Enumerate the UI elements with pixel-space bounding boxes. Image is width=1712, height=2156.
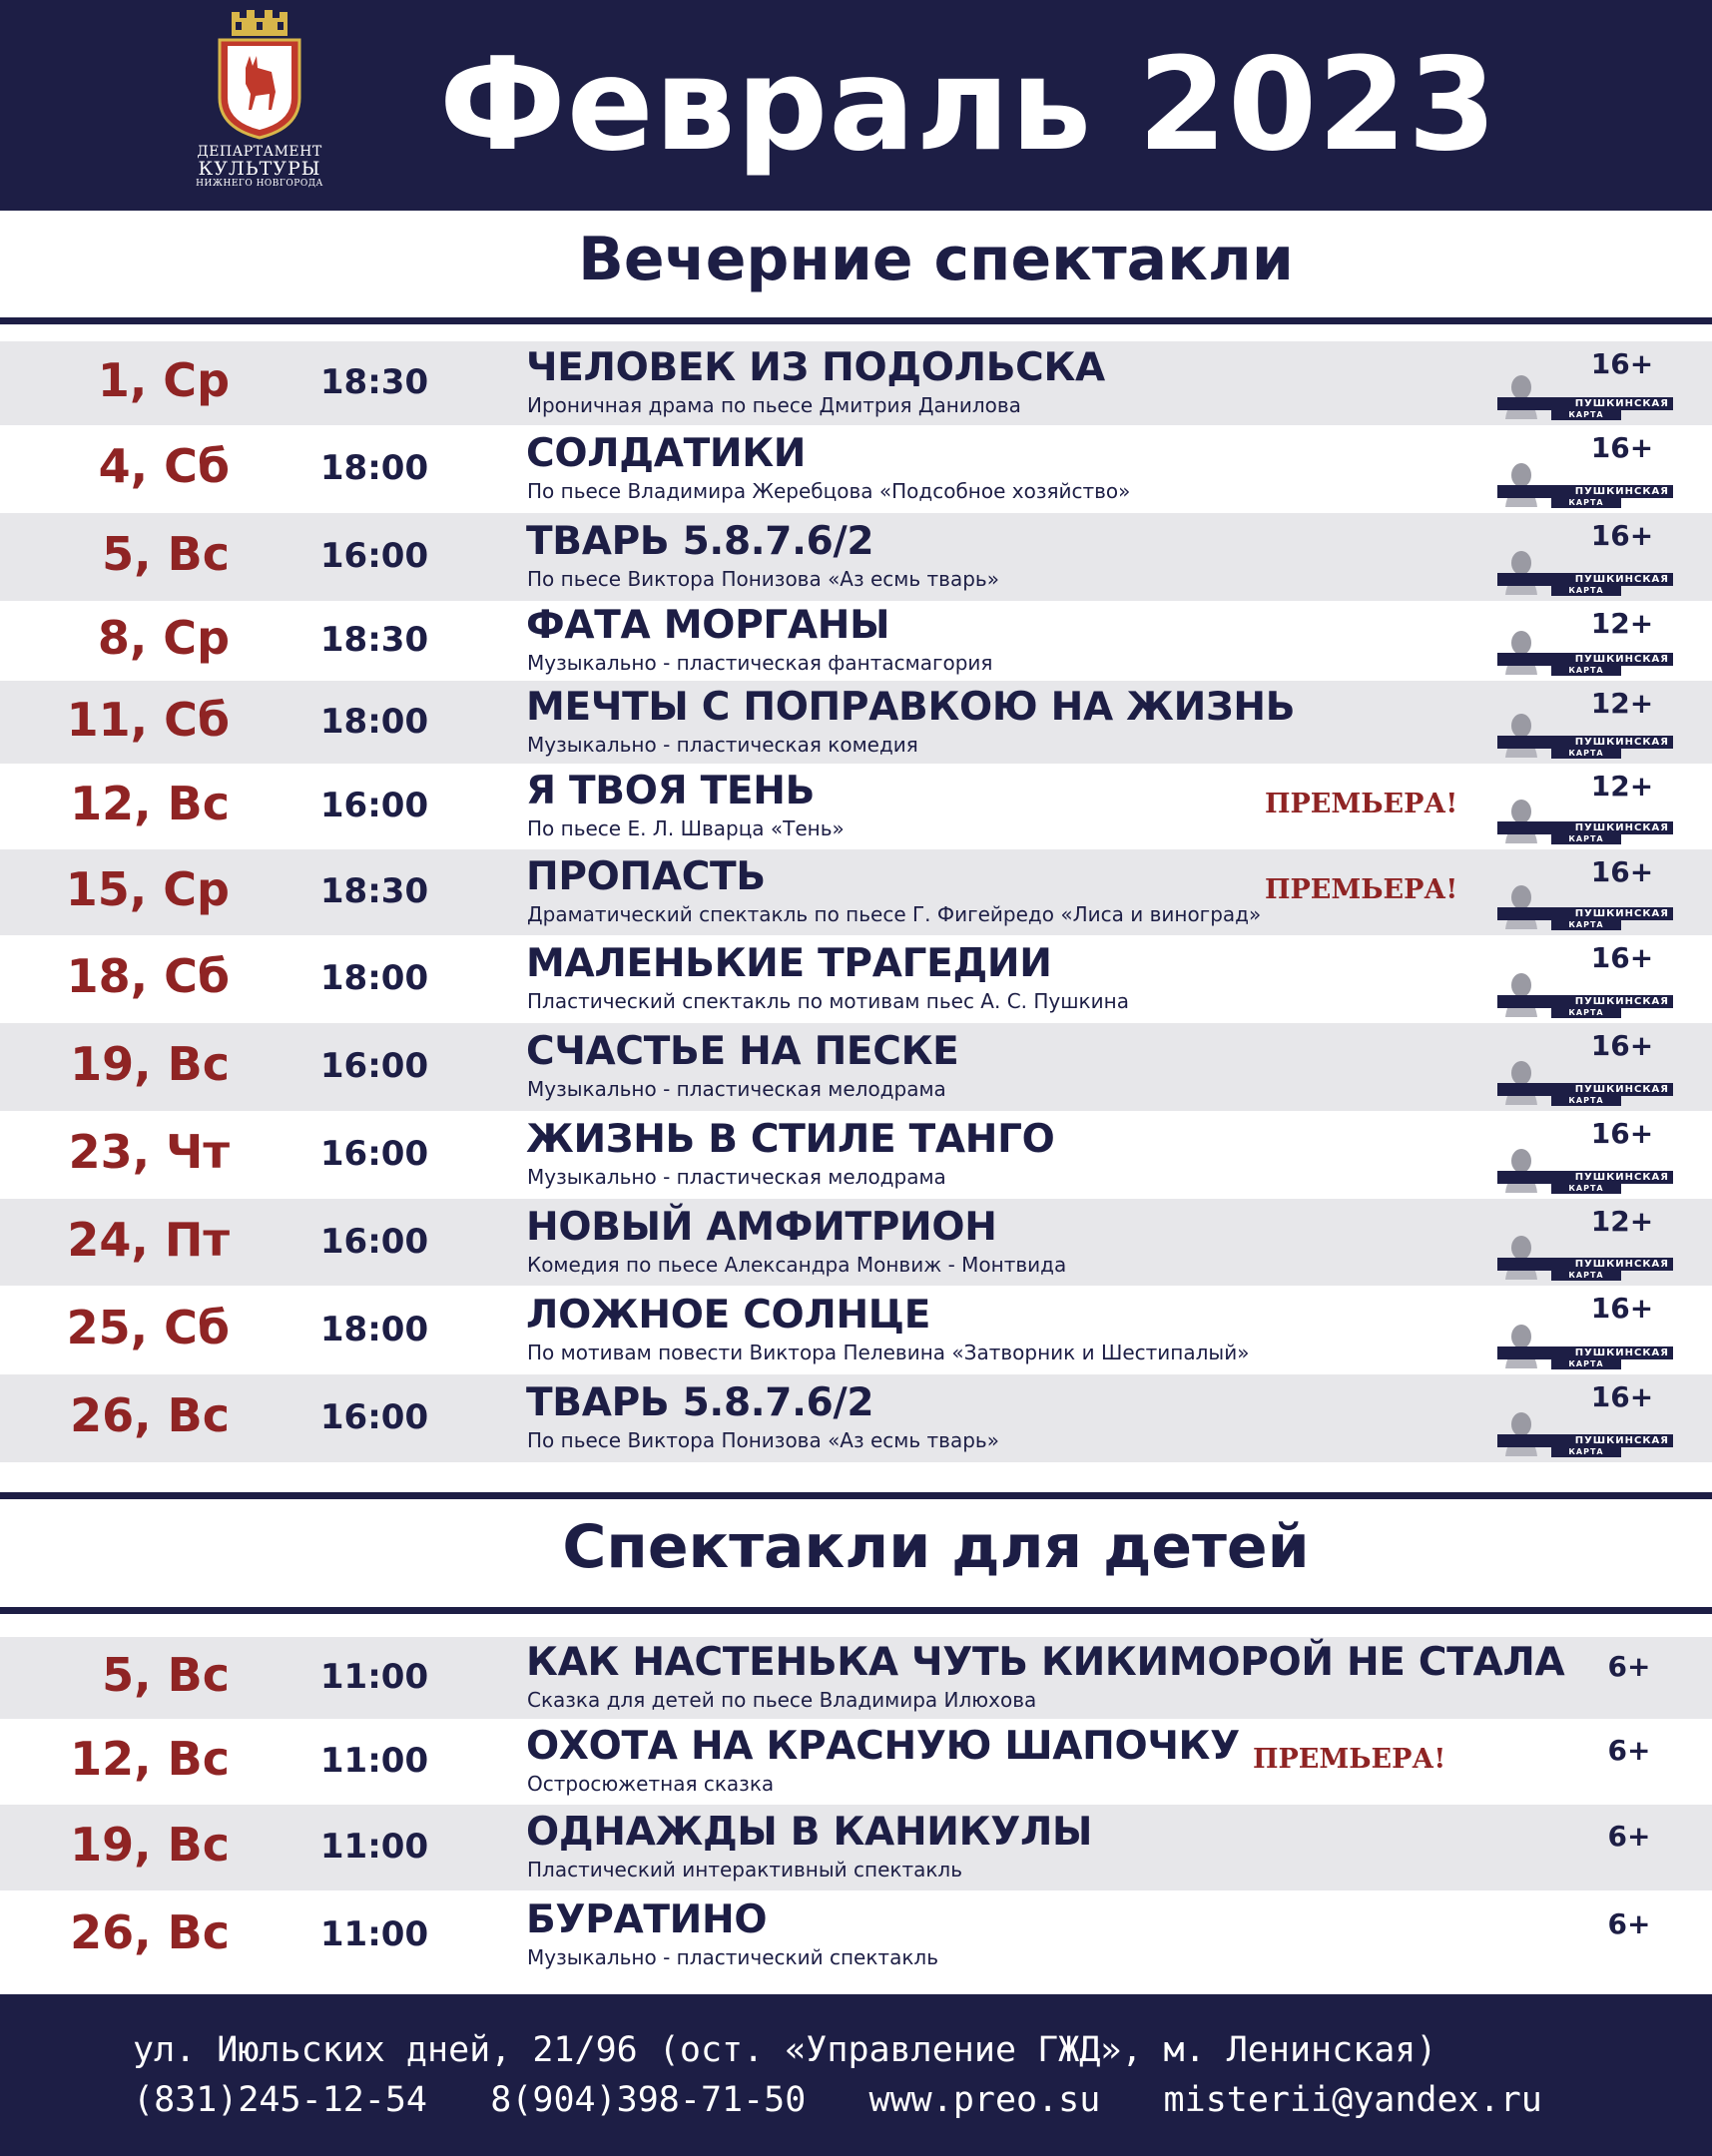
schedule-row[interactable] [0, 935, 1712, 1023]
footer-address: ул. Июльских дней, 21/96 (ост. «Управление ГЖД», м. Ленинская) [133, 2030, 1437, 2070]
pushkin-card-badge [1495, 457, 1675, 509]
performance-title: Я ТВОЯ ТЕНЬ [526, 769, 816, 813]
performance-title: ЖИЗНЬ В СТИЛЕ ТАНГО [526, 1117, 1055, 1162]
date-label: 19, Вс [70, 1037, 230, 1091]
pushkin-card-sublabel: КАРТА [1551, 410, 1621, 420]
time-label: 18:30 [319, 871, 429, 911]
pushkin-card-label: ПУШКИНСКАЯ [1497, 1258, 1673, 1271]
performance-subtitle: По мотивам повести Виктора Пелевина «Затворник и Шестипалый» [527, 1340, 1250, 1364]
pushkin-card-label: ПУШКИНСКАЯ [1497, 736, 1673, 749]
pushkin-bust-icon [1501, 373, 1541, 419]
performance-subtitle: Пластический спектакль по мотивам пьес А. С. Пушкина [527, 989, 1129, 1013]
age-rating: 16+ [1590, 1380, 1654, 1413]
pushkin-card-badge [1495, 967, 1675, 1019]
schedule-row[interactable] [0, 1890, 1712, 1980]
time-label: 16:00 [319, 1046, 429, 1086]
performance-title: МЕЧТЫ С ПОПРАВКОЮ НА ЖИЗНЬ [526, 684, 1296, 730]
age-rating: 6+ [1607, 1820, 1651, 1853]
age-rating: 12+ [1590, 607, 1654, 640]
performance-subtitle: По пьесе Виктора Понизова «Аз есмь тварь» [527, 567, 999, 591]
performance-subtitle: По пьесе Владимира Жеребцова «Подсобное хозяйство» [527, 479, 1131, 503]
evening-divider [0, 317, 1712, 324]
age-rating: 6+ [1607, 1650, 1651, 1683]
performance-subtitle: Сказка для детей по пьесе Владимира Илюхова [527, 1688, 1037, 1712]
time-label: 16:00 [319, 1397, 429, 1437]
pushkin-card-sublabel: КАРТА [1551, 1184, 1621, 1194]
pushkin-card-sublabel: КАРТА [1551, 1359, 1621, 1369]
performance-title: СОЛДАТИКИ [526, 431, 807, 476]
pushkin-card-label: ПУШКИНСКАЯ [1497, 573, 1673, 586]
schedule-row[interactable] [0, 1719, 1712, 1805]
pushkin-card-badge [1495, 1406, 1675, 1458]
email-link[interactable]: misterii@yandex.ru [1163, 2080, 1542, 2120]
age-rating: 6+ [1607, 1907, 1651, 1940]
pushkin-bust-icon [1501, 549, 1541, 595]
pushkin-bust-icon [1501, 1147, 1541, 1193]
pushkin-bust-icon [1501, 712, 1541, 758]
schedule-row[interactable] [0, 601, 1712, 681]
date-label: 26, Вс [70, 1388, 230, 1442]
section-divider [0, 1492, 1712, 1499]
performance-title: КАК НАСТЕНЬКА ЧУТЬ КИКИМОРОЙ НЕ СТАЛА [526, 1640, 1565, 1685]
date-label: 23, Чт [68, 1125, 230, 1179]
pushkin-card-label: ПУШКИНСКАЯ [1497, 821, 1673, 834]
time-label: 11:00 [319, 1741, 429, 1781]
performance-title: ЛОЖНОЕ СОЛНЦЕ [526, 1292, 931, 1338]
pushkin-card-label: ПУШКИНСКАЯ [1497, 1347, 1673, 1359]
pushkin-card-label: ПУШКИНСКАЯ [1497, 1171, 1673, 1184]
age-rating: 16+ [1590, 519, 1654, 552]
age-rating: 16+ [1590, 941, 1654, 974]
performance-subtitle: Музыкально - пластическая фантасмагория [527, 651, 993, 675]
children-section-heading [0, 1512, 1712, 1582]
schedule-row[interactable] [0, 764, 1712, 849]
age-rating: 16+ [1590, 347, 1654, 380]
pushkin-card-badge [1495, 625, 1675, 677]
schedule-row[interactable] [0, 425, 1712, 513]
pushkin-bust-icon [1501, 1323, 1541, 1368]
logo-line-3: НИЖНЕГО НОВГОРОДА [196, 178, 323, 189]
performance-subtitle: По пьесе Виктора Понизова «Аз есмь тварь» [527, 1428, 999, 1452]
performance-title: СЧАСТЬЕ НА ПЕСКЕ [526, 1029, 959, 1074]
schedule-row[interactable] [0, 1023, 1712, 1111]
age-rating: 16+ [1590, 1029, 1654, 1062]
age-rating: 12+ [1590, 687, 1654, 720]
pushkin-card-sublabel: КАРТА [1551, 920, 1621, 930]
date-label: 4, Сб [98, 439, 230, 493]
website-link[interactable]: www.preo.su [868, 2080, 1101, 2120]
age-rating: 12+ [1590, 770, 1654, 803]
performance-title: ФАТА МОРГАНЫ [526, 603, 890, 648]
performance-title: ЧЕЛОВЕК ИЗ ПОДОЛЬСКА [526, 345, 1105, 390]
pushkin-card-sublabel: КАРТА [1551, 666, 1621, 676]
pushkin-card-badge [1495, 369, 1675, 421]
date-label: 5, Вс [102, 527, 230, 581]
pushkin-bust-icon [1501, 1234, 1541, 1280]
footer-contacts-line [133, 2080, 1542, 2120]
premiere-badge: ПРЕМЬЕРА! [1265, 874, 1458, 905]
date-label: 26, Вс [70, 1905, 230, 1959]
schedule-row[interactable] [0, 513, 1712, 601]
pushkin-card-label: ПУШКИНСКАЯ [1497, 907, 1673, 920]
schedule-row[interactable] [0, 1637, 1712, 1719]
pushkin-card-badge [1495, 794, 1675, 845]
pushkin-card-label: ПУШКИНСКАЯ [1497, 653, 1673, 666]
premiere-badge: ПРЕМЬЕРА! [1265, 789, 1458, 819]
time-label: 11:00 [319, 1914, 429, 1954]
children-divider [0, 1607, 1712, 1614]
children-heading-text: Спектакли для детей [562, 1512, 1310, 1582]
performance-subtitle: Комедия по пьесе Александра Монвиж - Монтвида [527, 1252, 1067, 1277]
schedule-row[interactable] [0, 1111, 1712, 1199]
schedule-row[interactable] [0, 1374, 1712, 1462]
performance-title: ПРОПАСТЬ [526, 854, 766, 899]
phone-2[interactable]: 8(904)398-71-50 [490, 2080, 807, 2120]
pushkin-card-badge [1495, 708, 1675, 760]
pushkin-bust-icon [1501, 971, 1541, 1017]
performance-title: НОВЫЙ АМФИТРИОН [526, 1204, 997, 1250]
time-label: 16:00 [319, 536, 429, 576]
performance-title: БУРАТИНО [526, 1897, 768, 1942]
pushkin-card-sublabel: КАРТА [1551, 1008, 1621, 1018]
pushkin-card-badge [1495, 1055, 1675, 1107]
time-label: 18:00 [319, 448, 429, 488]
pushkin-card-badge [1495, 879, 1675, 931]
time-label: 11:00 [319, 1657, 429, 1697]
performance-title: ОХОТА НА КРАСНУЮ ШАПОЧКУ [526, 1724, 1240, 1769]
time-label: 11:00 [319, 1827, 429, 1867]
pushkin-card-sublabel: КАРТА [1551, 1271, 1621, 1281]
performance-subtitle: По пьесе Е. Л. Шварца «Тень» [527, 816, 845, 840]
time-label: 18:00 [319, 958, 429, 998]
evening-section-heading [0, 225, 1712, 294]
time-label: 18:30 [319, 620, 429, 660]
pushkin-bust-icon [1501, 1059, 1541, 1105]
time-label: 18:00 [319, 1309, 429, 1349]
premiere-badge: ПРЕМЬЕРА! [1253, 1744, 1446, 1775]
schedule-row[interactable] [0, 1805, 1712, 1890]
date-label: 15, Ср [65, 862, 230, 916]
age-rating: 16+ [1590, 1117, 1654, 1150]
date-label: 24, Пт [67, 1212, 230, 1267]
pushkin-card-sublabel: КАРТА [1551, 586, 1621, 596]
time-label: 16:00 [319, 786, 429, 825]
date-label: 11, Сб [66, 692, 230, 747]
performance-title: ТВАРЬ 5.8.7.6/2 [526, 1380, 874, 1425]
pushkin-card-label: ПУШКИНСКАЯ [1497, 397, 1673, 410]
date-label: 25, Сб [66, 1300, 230, 1354]
logo-line-2: КУЛЬТУРЫ [198, 157, 321, 180]
date-label: 5, Вс [102, 1648, 230, 1702]
date-label: 19, Вс [70, 1818, 230, 1872]
age-rating: 16+ [1590, 855, 1654, 888]
pushkin-bust-icon [1501, 883, 1541, 929]
schedule-row[interactable] [0, 341, 1712, 425]
pushkin-card-sublabel: КАРТА [1551, 834, 1621, 844]
pushkin-card-badge [1495, 1230, 1675, 1282]
performance-subtitle: Ироничная драма по пьесе Дмитрия Данилова [527, 393, 1021, 417]
date-label: 12, Вс [70, 1732, 230, 1786]
schedule-row[interactable] [0, 849, 1712, 935]
performance-subtitle: Музыкально - пластическая мелодрама [527, 1077, 946, 1101]
time-label: 16:00 [319, 1221, 429, 1262]
age-rating: 12+ [1590, 1205, 1654, 1238]
pushkin-bust-icon [1501, 798, 1541, 843]
schedule-row[interactable] [0, 1199, 1712, 1286]
pushkin-card-label: ПУШКИНСКАЯ [1497, 1434, 1673, 1447]
age-rating: 16+ [1590, 1292, 1654, 1325]
phone-1[interactable]: (831)245-12-54 [133, 2080, 428, 2120]
footer-contacts [0, 1994, 1712, 2156]
date-label: 8, Ср [97, 611, 230, 665]
performance-title: ОДНАЖДЫ В КАНИКУЛЫ [526, 1810, 1093, 1855]
performance-subtitle: Музыкально - пластическая мелодрама [527, 1165, 946, 1189]
pushkin-card-sublabel: КАРТА [1551, 1447, 1621, 1457]
performance-title: ТВАРЬ 5.8.7.6/2 [526, 519, 874, 564]
date-label: 18, Сб [66, 949, 230, 1003]
performance-subtitle: Музыкально - пластическая комедия [527, 732, 918, 757]
time-label: 18:30 [319, 362, 429, 402]
performance-subtitle: Пластический интерактивный спектакль [527, 1858, 963, 1882]
performance-subtitle: Музыкально - пластический спектакль [527, 1945, 938, 1969]
evening-heading-text: Вечерние спектакли [578, 225, 1294, 294]
header-banner [0, 0, 1712, 211]
time-label: 18:00 [319, 701, 429, 742]
pushkin-card-badge [1495, 1319, 1675, 1370]
performance-subtitle: Остросюжетная сказка [527, 1772, 775, 1796]
date-label: 1, Ср [97, 353, 230, 407]
pushkin-card-sublabel: КАРТА [1551, 1096, 1621, 1106]
pushkin-card-label: ПУШКИНСКАЯ [1497, 485, 1673, 498]
age-rating: 6+ [1607, 1734, 1651, 1767]
logo-line-1: ДЕПАРТАМЕНТ [197, 144, 322, 160]
logo-caption [190, 145, 329, 189]
pushkin-card-label: ПУШКИНСКАЯ [1497, 1083, 1673, 1096]
pushkin-bust-icon [1501, 461, 1541, 507]
pushkin-bust-icon [1501, 629, 1541, 675]
date-label: 12, Вс [70, 777, 230, 830]
pushkin-bust-icon [1501, 1410, 1541, 1456]
schedule-row[interactable] [0, 1286, 1712, 1374]
performance-subtitle: Драматический спектакль по пьесе Г. Фигейредо «Лиса и виноград» [527, 902, 1262, 926]
pushkin-card-label: ПУШКИНСКАЯ [1497, 995, 1673, 1008]
schedule-row[interactable] [0, 681, 1712, 764]
age-rating: 16+ [1590, 431, 1654, 464]
page-title: Февраль 2023 [438, 31, 1498, 180]
department-logo [190, 10, 329, 200]
time-label: 16:00 [319, 1134, 429, 1174]
pushkin-card-sublabel: КАРТА [1551, 498, 1621, 508]
performance-title: МАЛЕНЬКИЕ ТРАГЕДИИ [526, 941, 1052, 986]
coat-of-arms-icon [190, 10, 329, 140]
pushkin-card-sublabel: КАРТА [1551, 749, 1621, 759]
pushkin-card-badge [1495, 545, 1675, 597]
pushkin-card-badge [1495, 1143, 1675, 1195]
